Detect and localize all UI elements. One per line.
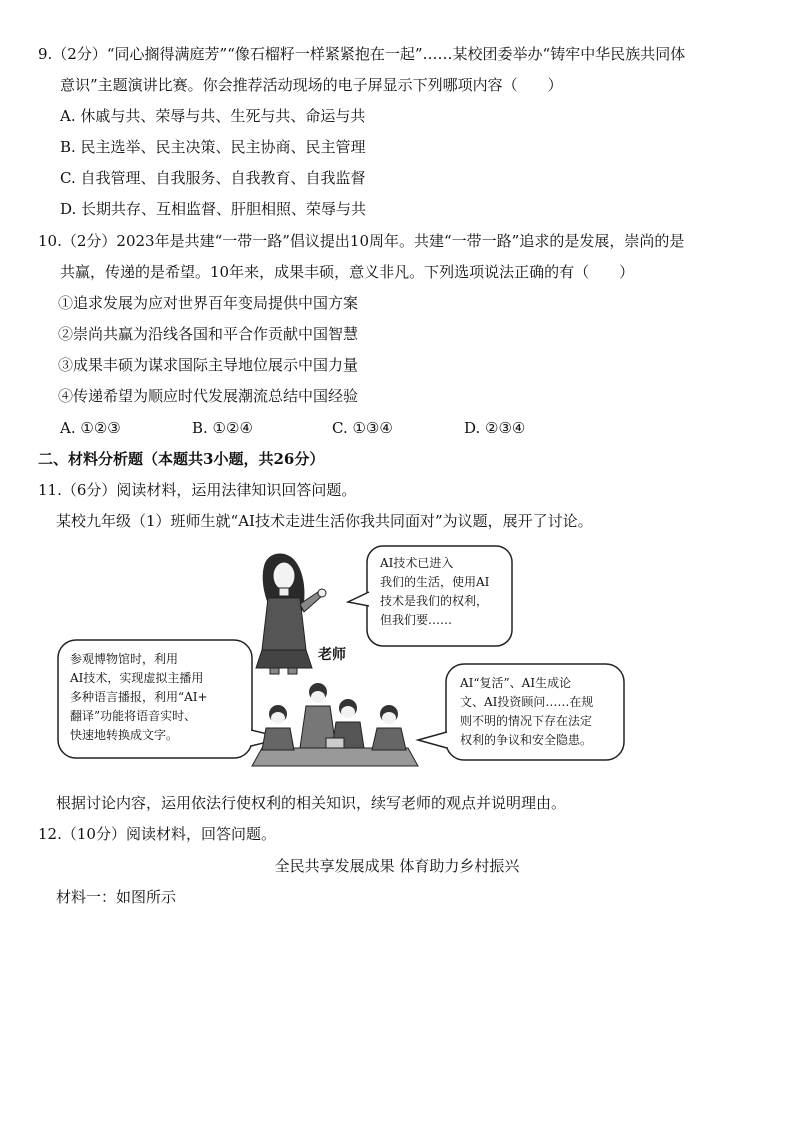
q10-statement-2: ②崇尚共赢为沿线各国和平合作贡献中国智慧 [58,325,359,343]
q10-statement-3: ③成果丰硕为谋求国际主导地位展示中国力量 [58,356,359,374]
q9-option-a: A. 休戚与共、荣辱与共、生死与共、命运与共 [60,107,366,125]
q10-stem-line1: 10.（2分）2023年是共建“一带一路”倡议提出10周年。共建“一带一路”追求的是发展，崇尚的是 [38,232,685,250]
q9-stem-line1: 9.（2分）“同心搁得满庭芳”“像石榴籽一样紧紧抱在一起”……某校团委举办“铸牢中华民族共同体 [38,45,686,63]
teacher-label: 老师 [318,647,346,663]
q9-stem-line2: 意识”主题演讲比赛。你会推荐活动现场的电子屏显示下列哪项内容（ ） [60,76,563,94]
section-heading: 二、材料分析题（本题共3小题，共26分） [38,450,325,468]
q9-option-d: D. 长期共存、互相监督、肝胆相照、荣辱与共 [60,200,367,218]
teacher-figure [256,553,326,674]
q11-question: 根据讨论内容，运用依法行使权利的相关知识，续写老师的观点并说明理由。 [56,794,567,812]
q9-option-b: B. 民主选举、民主决策、民主协商、民主管理 [60,138,366,156]
q12-material-title: 全民共享发展成果 体育助力乡村振兴 [274,857,520,875]
q10-option-c: C. ①③④ [332,419,393,437]
teacher-speech: AI技术已进入 我们的生活，使用AI 技术是我们的权利， 但我们要…… [380,556,490,627]
q10-statement-1: ①追求发展为应对世界百年变局提供中国方案 [58,294,359,312]
q10-option-a: A. ①②③ [60,419,121,437]
q12-material1: 材料一：如图所示 [56,888,177,906]
q12-stem: 12.（10分）阅读材料，回答问题。 [38,825,276,843]
q11-stem: 11.（6分）阅读材料，运用法律知识回答问题。 [38,481,357,499]
q10-option-d: D. ②③④ [464,419,526,437]
right-student-speech: AI“复活”、AI生成论 文、AI投资顾问……在规 则不明的情况下存在法定 权利的争议和安全隐患。 [460,676,594,747]
students-figure [252,683,418,766]
left-student-speech: 参观博物馆时，利用 AI技术，实现虚拟主播用 多种语言播报，利用“AI+ 翻译”功能将语音实时、 快速地转换成文字。 [70,652,208,742]
discussion-illustration [56,542,628,770]
q10-option-b: B. ①②④ [192,419,253,437]
q9-option-c: C. 自我管理、自我服务、自我教育、自我监督 [60,169,366,187]
q11-intro: 某校九年级（1）班师生就“AI技术走进生活你我共同面对”为议题，展开了讨论。 [56,512,593,530]
q10-stem-line2: 共赢，传递的是希望。10年来，成果丰硕，意义非凡。下列选项说法正确的有（ ） [60,263,635,281]
q10-statement-4: ④传递希望为顺应时代发展潮流总结中国经验 [58,387,359,405]
